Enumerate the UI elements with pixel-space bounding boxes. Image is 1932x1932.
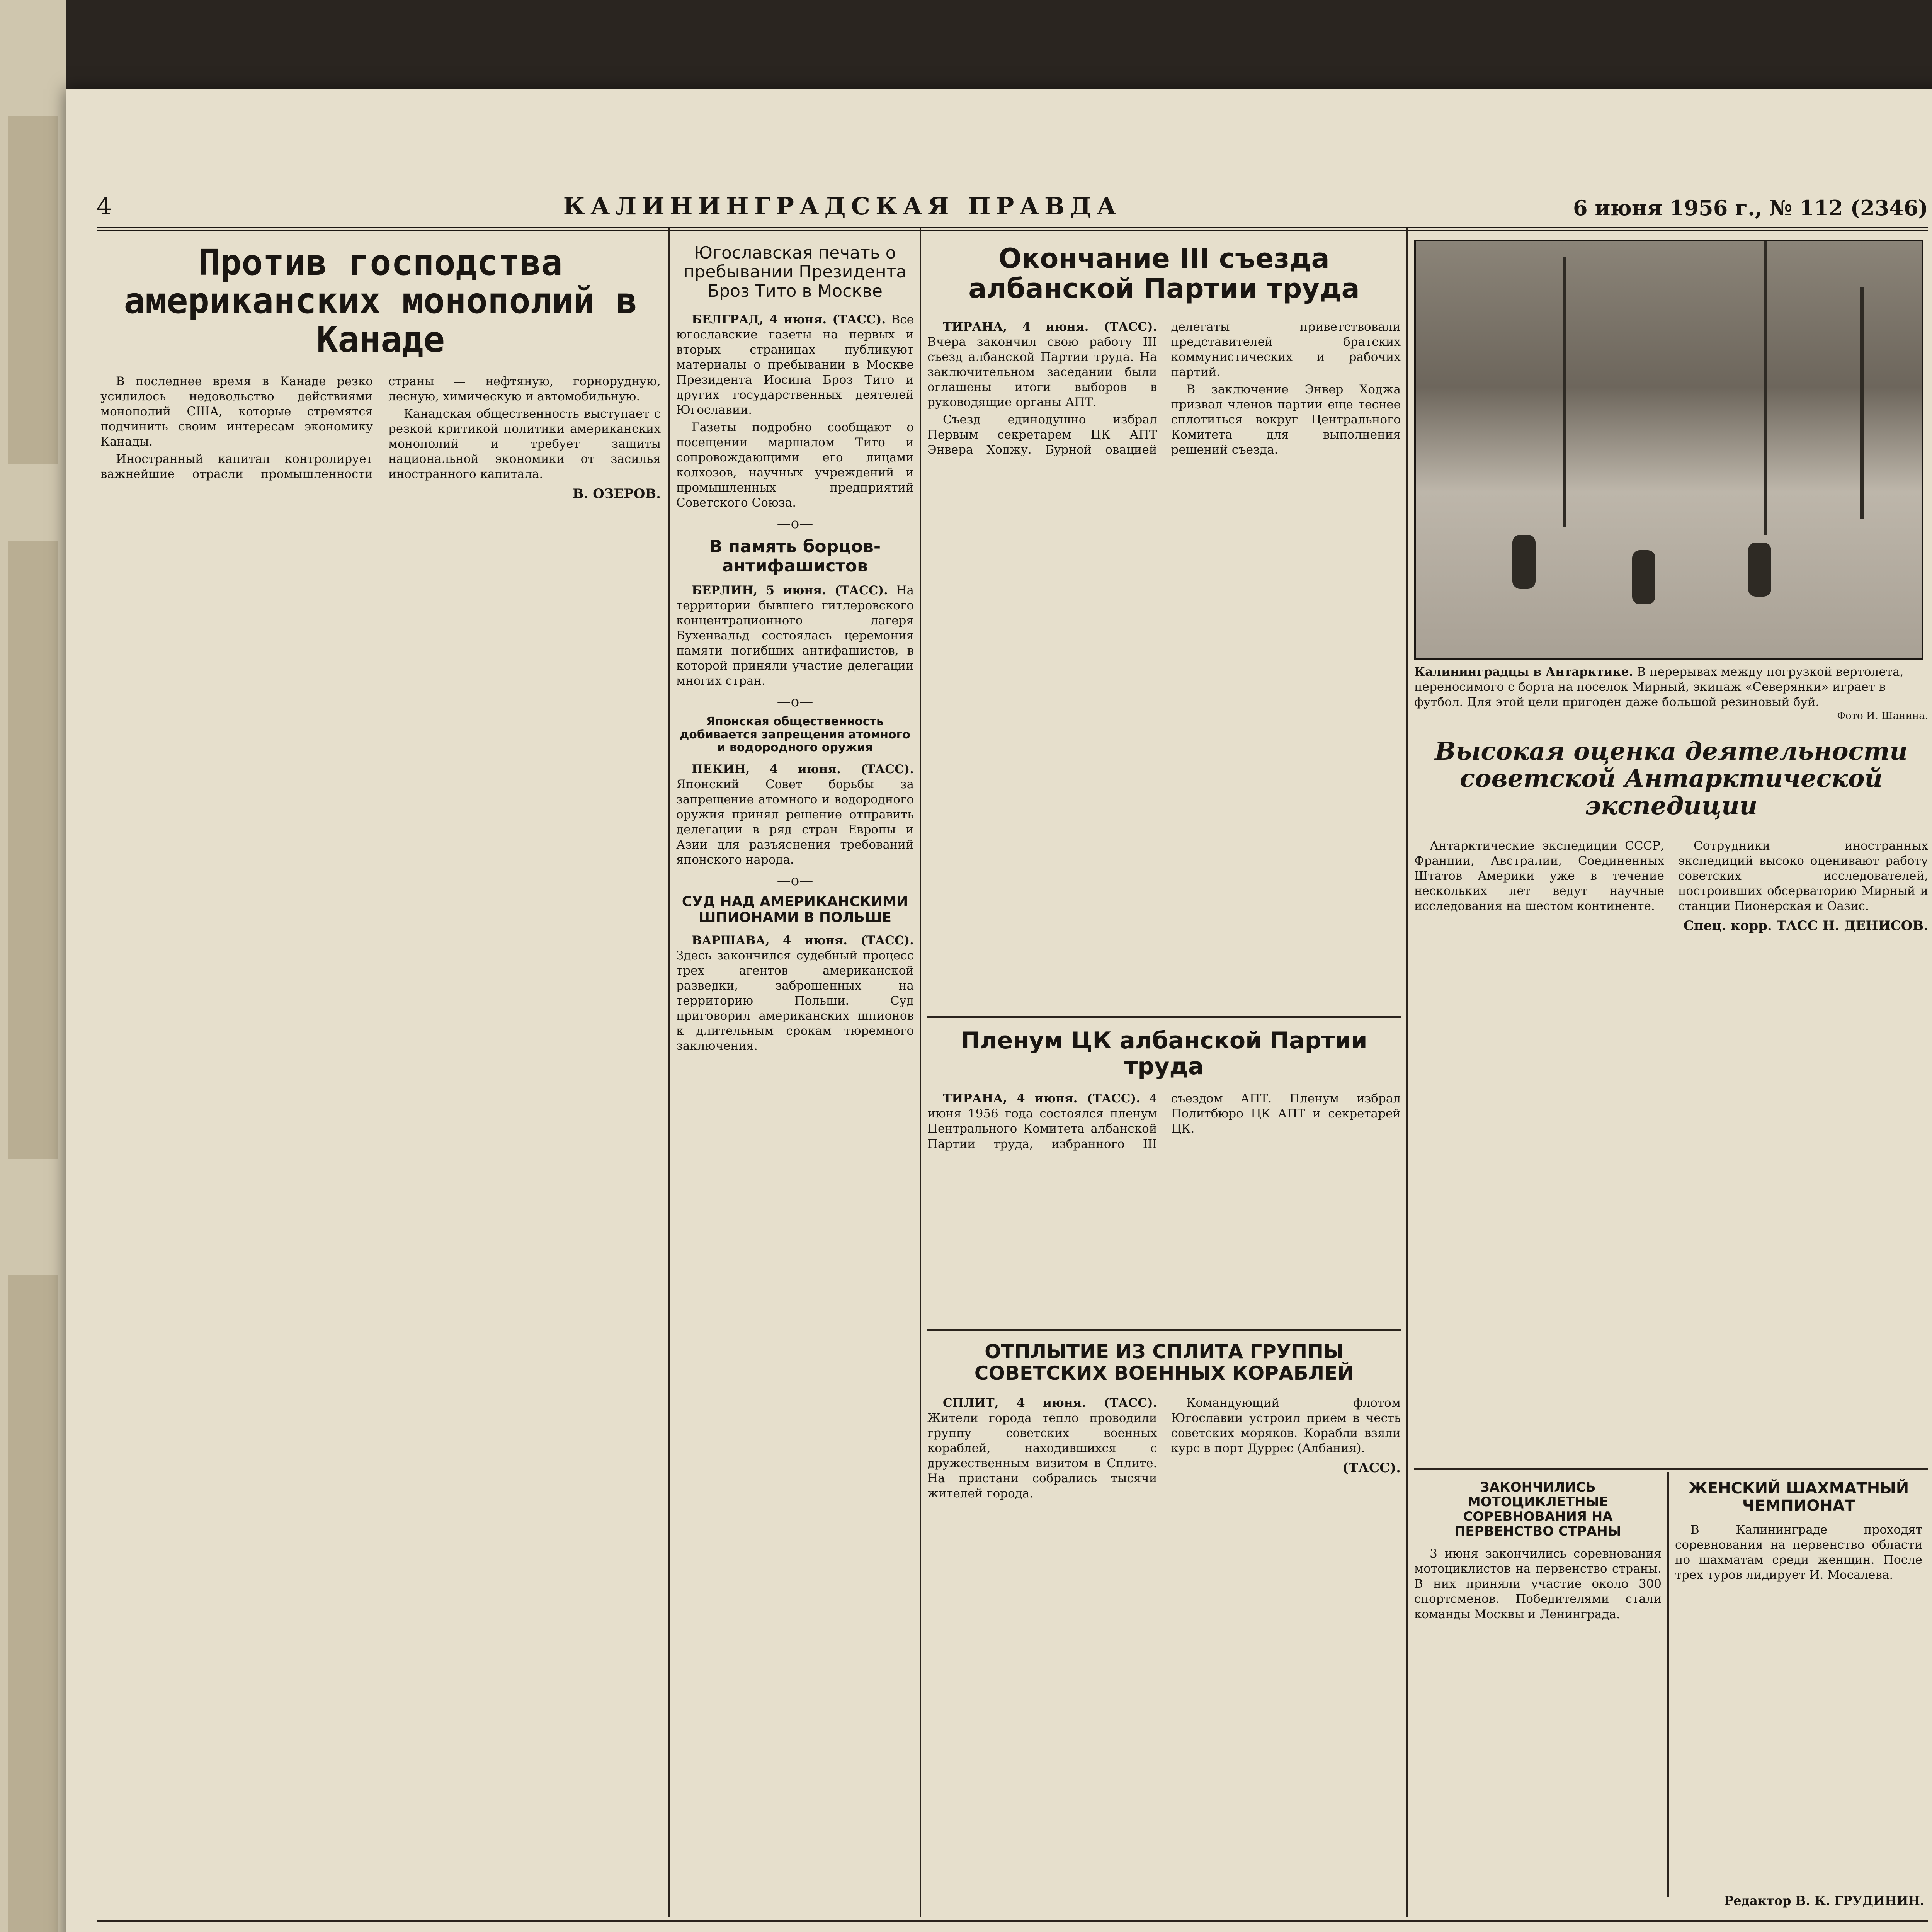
antarctic-author: Спец. корр. ТАСС Н. ДЕНИСОВ. [1683, 918, 1928, 934]
middle-news-column [676, 236, 914, 1913]
column-rule [1406, 228, 1408, 1917]
caption-bold: Калининградцы в Антарктике. [1414, 665, 1633, 679]
paragraph: 4 июня 1956 года состоялся пленум Центрального Комитета албанской Партии труда, избранного III съездом АПТ. Пленум избрал Политбюро ЦК АПТ и секретарей ЦК. [927, 1092, 1401, 1151]
newspaper-title: КАЛИНИНГРАДСКАЯ ПРАВДА [563, 192, 1122, 220]
antarctic-text [1414, 838, 1928, 1464]
dateline: БЕЛГРАД, 4 июня. (ТАСС). [692, 312, 886, 327]
canada-title: Против господства американских монополий в Канаде [124, 242, 638, 360]
ornament-divider: —o— [777, 873, 813, 889]
paragraph: В последнее время в Канаде резко усилилось недовольство действиями монополий США, которые стремятся подчинить своим интересам экономику Канады. [100, 374, 373, 449]
paragraph: В Калининграде проходят соревнования на первенство области по шахматам среди женщин. После трех туров лидирует И. Мосалева. [1675, 1522, 1922, 1582]
antarctic-photo [1414, 240, 1923, 660]
paragraph: Иностранный капитал контролирует важнейшие отрасли промышленности страны — нефтяную, горнорудную, лесную, химическую и автомобильную. [100, 374, 661, 481]
page-header [97, 166, 1928, 231]
antarctic-title: Высокая оценка деятельности советской Антарктической экспедиции [1435, 737, 1908, 820]
paragraph: Здесь закончился судебный процесс трех агентов американской разведки, заброшенных на территорию Польши. Суд приговорил американских шпионов к длительным срокам тюремного заключения. [676, 949, 914, 1053]
paragraph: В заключение Энвер Ходжа призвал членов партии еще теснее сплотиться вокруг Центрального Комитета для выполнения решений съезда. [1171, 382, 1401, 457]
page-number: 4 [97, 192, 112, 220]
paragraph: Командующий флотом Югославии устроил прием в честь советских моряков. Корабли взяли курс в порт Дуррес (Албания). [1171, 1396, 1401, 1456]
plenum-title: Пленум ЦК албанской Партии труда [961, 1027, 1367, 1080]
dateline: ВАРШАВА, 4 июня. (ТАСС). [692, 934, 914, 947]
paragraph: Сотрудники иностранных экспедиций высоко оценивают работу советских исследователей, построивших обсерваторию Мирный и станции Пионерская и Оазис. [1678, 839, 1928, 913]
paragraph: Антарктические экспедиции СССР, Франции, Австралии, Соединенных Штатов Америки уже в течение нескольких лет ведут научные исследования на шестом континенте. [1414, 839, 1664, 913]
dateline: ТИРАНА, 4 июня. (ТАСС). [943, 1092, 1140, 1106]
ads-separator [97, 1920, 1928, 1922]
paragraph: Жители города тепло проводили группу советских военных кораблей, находившихся с дружественным визитом в Сплите. На пристани собрались тысячи жителей города. [927, 1411, 1157, 1501]
chess-article [1675, 1480, 1922, 1585]
albania-title: Окончание III съезда албанской Партии труда [968, 243, 1360, 305]
paragraph: 3 июня закончились соревнования мотоциклистов на первенство страны. В них приняли участие около 300 спортсменов. Победителями стали команды Москвы и Ленинграда. [1414, 1547, 1662, 1621]
memory-title: В память борцов-антифашистов [709, 537, 881, 576]
antarctic-column [1414, 236, 1928, 1913]
yugoslavia-title: Югославская печать о пребывании Президента Броз Тито в Москве [683, 243, 907, 301]
paragraph: На территории бывшего гитлеровского концентрационного лагеря Бухенвальд состоялась церемония памяти погибших антифашистов, в которой приняли участие делегации многих стран. [676, 583, 914, 688]
issue-date: 6 июня 1956 г., № 112 (2346) [1573, 196, 1928, 220]
ornament-divider: —o— [777, 694, 813, 710]
canada-article [100, 236, 661, 1913]
photo-caption [1414, 665, 1928, 723]
paragraph: Съезд единодушно избрал Первым секретарем ЦК АПТ Энвера Ходжу. Бурной овацией делегаты приветствовали представителей братских коммунистических и рабочих партий. [927, 320, 1401, 457]
dateline: ПЕКИН, 4 июня. (ТАСС). [692, 762, 914, 777]
newspaper-page [66, 89, 1932, 1932]
canada-text [100, 374, 661, 1900]
moto-article [1414, 1480, 1662, 1624]
editor-signature: Редактор В. К. ГРУДИНИН. [1724, 1893, 1924, 1908]
paragraph: Газеты подробно сообщают о посещении маршалом Тито и сопровождающими его лицами колхозов, научных учреждений и промышленных предприятий Советского Союза. [676, 420, 914, 510]
photo-credit: Фото И. Шанина. [1837, 710, 1928, 722]
paragraph: Вчера закончил свою работу III съезд албанской Партии труда. На заключительном заседании были оглашены итоги выборов в руководящие органы АПТ. [927, 335, 1157, 410]
dateline: БЕРЛИН, 5 июня. (ТАСС). [692, 583, 888, 597]
canada-author: В. ОЗЕРОВ. [572, 486, 661, 502]
column-rule [668, 228, 670, 1917]
split-title: ОТПЛЫТИЕ ИЗ СПЛИТА ГРУППЫ СОВЕТСКИХ ВОЕННЫХ КОРАБЛЕЙ [974, 1340, 1354, 1384]
plenum-article [927, 1028, 1401, 1354]
split-agency: (ТАСС). [1342, 1460, 1401, 1476]
chess-title: ЖЕНСКИЙ ШАХМАТНЫЙ ЧЕМПИОНАТ [1688, 1480, 1909, 1515]
dateline: ТИРАНА, 4 июня. (ТАСС). [943, 320, 1157, 334]
adjacent-page-edge [0, 0, 66, 1932]
albania-column [927, 236, 1401, 1913]
paragraph: Японский Совет борьбы за запрещение атомного и водородного оружия принял решение отправить делегации в ряд стран Европы и Азии для разъяснения требований японского народа. [676, 777, 914, 867]
column-rule [920, 228, 921, 1917]
paragraph: Все югославские газеты на первых и вторых страницах публикуют материалы о пребывании в Москве Президента Иосипа Броз Тито и других государственных деятелей Югославии. [676, 312, 914, 417]
dateline: СПЛИТ, 4 июня. (ТАСС). [943, 1396, 1157, 1410]
japan-title: Японская общественность добивается запрещения атомного и водородного оружия [680, 715, 910, 755]
caption-text: В перерывах между погрузкой вертолета, переносимого с борта на поселок Мирный, экипаж «Северянки» играет в футбол. Для этой цели пригоден даже большой резиновый буй. [1414, 665, 1904, 709]
paragraph: Канадская общественность выступает с резкой критикой политики американских монополий и требует защиты национальной экономики от засилья иностранного капитала. [388, 407, 661, 481]
split-article [927, 1341, 1401, 1898]
poland-title: СУД НАД АМЕРИКАНСКИМИ ШПИОНАМИ В ПОЛЬШЕ [682, 894, 908, 925]
ornament-divider: —o— [777, 516, 813, 532]
moto-title: ЗАКОНЧИЛИСЬ МОТОЦИКЛЕТНЫЕ СОРЕВНОВАНИЯ НА ПЕРВЕНСТВО СТРАНЫ [1454, 1480, 1622, 1539]
